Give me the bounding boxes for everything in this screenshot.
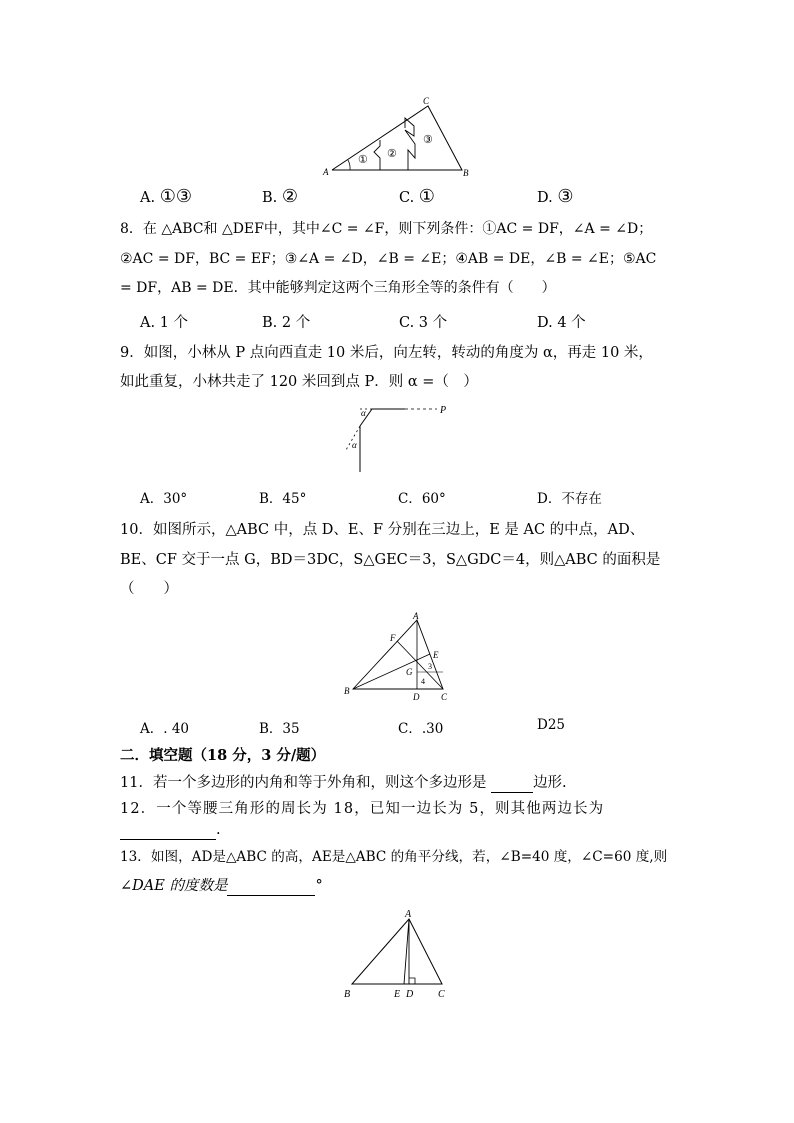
q7-option-b[interactable]: B. ② (262, 186, 299, 207)
q13-figure (335, 900, 460, 1005)
q12-line-1: 12．一个等腰三角形的周长为 18，已知一边长为 5，则其他两边长为 (120, 801, 605, 817)
q9-option-a[interactable]: A．30° (140, 491, 188, 507)
q10-option-d[interactable]: D25 (537, 717, 566, 733)
q10-label-b: B (344, 686, 350, 696)
q8-line-1: 8．在 △ABC和 △DEF中，其中∠C = ∠F，则下列条件：①AC = DF，∠A = ∠D； (120, 221, 653, 237)
q7-region-2: ② (387, 148, 397, 160)
q13-label-a: A (405, 909, 412, 920)
q8-line-2: ②AC = DF，BC = EF；③∠A = ∠D，∠B = ∠E；④AB = DE，∠B = ∠E；⑤AC (120, 251, 657, 267)
q7-region-1: ① (358, 154, 368, 166)
q12-line-2: . (120, 820, 221, 840)
q9-label-p: P (440, 405, 447, 416)
q10-label-f: F (390, 633, 396, 643)
q9-figure (335, 395, 470, 480)
q10-option-a[interactable]: A．. 40 (140, 721, 190, 737)
q7-region-3: ③ (423, 134, 433, 146)
q10-option-b[interactable]: B．35 (259, 721, 300, 737)
q7-figure (318, 92, 478, 182)
q7-label-c: C (423, 96, 430, 106)
q10-area-4: 4 (421, 677, 425, 686)
q7-label-a: A (323, 167, 329, 177)
q10-label-a: A (413, 611, 419, 621)
q8-line-3: = DF，AB = DE．其中能够判定这两个三角形全等的条件有（ ） (120, 280, 556, 296)
q8-option-c[interactable]: C. 3 个 (399, 315, 448, 331)
q13-label-e: E (394, 989, 401, 1000)
q7-option-c[interactable]: C. ① (399, 186, 435, 207)
q8-option-b[interactable]: B. 2 个 (262, 315, 311, 331)
q13-label-d: D (406, 989, 414, 1000)
q12-blank[interactable] (120, 823, 216, 840)
q13-label-b: B (344, 989, 351, 1000)
q10-line-2: BE、CF 交于一点 G，BD＝3DC，S△GEC＝3，S△GDC＝4，则△ABC 的面积是 (120, 552, 661, 568)
q9-option-d[interactable]: D．不存在 (537, 491, 602, 507)
q10-label-d: D (413, 692, 420, 702)
q11-blank[interactable] (491, 776, 533, 793)
q7-option-a[interactable]: A. ①③ (140, 186, 192, 207)
q11-text: 11．若一个多边形的内角和等于外角和，则这个多边形是 边形. (120, 775, 567, 791)
q10-line-1: 10．如图所示，△ABC 中，点 D、E、F 分别在三边上，E 是 AC 的中点，AD、 (120, 522, 645, 538)
q7-label-b: B (463, 168, 469, 178)
q10-label-c: C (441, 692, 448, 702)
q13-blank[interactable] (227, 879, 315, 896)
q8-option-d[interactable]: D. 4 个 (537, 315, 586, 331)
q10-option-c[interactable]: C．.30 (398, 721, 444, 737)
q8-option-a[interactable]: A. 1 个 (140, 315, 189, 331)
section-2-title: 二．填空题（18 分，3 分/题） (120, 747, 326, 764)
q10-line-3: （ ） (120, 581, 178, 597)
q9-alpha-2: α (352, 440, 357, 450)
q9-alpha-1: α (361, 408, 366, 418)
q9-line-2: 如此重复，小林共走了 120 米回到点 P．则 α =（ ） (120, 374, 478, 390)
q10-area-3: 3 (428, 662, 432, 671)
q10-figure (338, 605, 458, 705)
q13-line-1: 13．如图，AD是△ABC 的高，AE是△ABC 的角平分线，若，∠B=40 度，∠C=60 度,则 (120, 849, 668, 865)
q10-label-g: G (406, 667, 413, 677)
q13-label-c: C (438, 989, 445, 1000)
q7-option-d[interactable]: D. ③ (537, 186, 574, 207)
q13-line-2: ∠DAE 的度数是 ° (120, 878, 323, 894)
q9-line-1: 9．如图，小林从 P 点向西直走 10 米后，向左转，转动的角度为 α，再走 10 米， (120, 345, 653, 361)
q9-option-c[interactable]: C．60° (398, 491, 446, 507)
q9-option-b[interactable]: B．45° (259, 491, 307, 507)
q10-label-e: E (433, 650, 439, 660)
